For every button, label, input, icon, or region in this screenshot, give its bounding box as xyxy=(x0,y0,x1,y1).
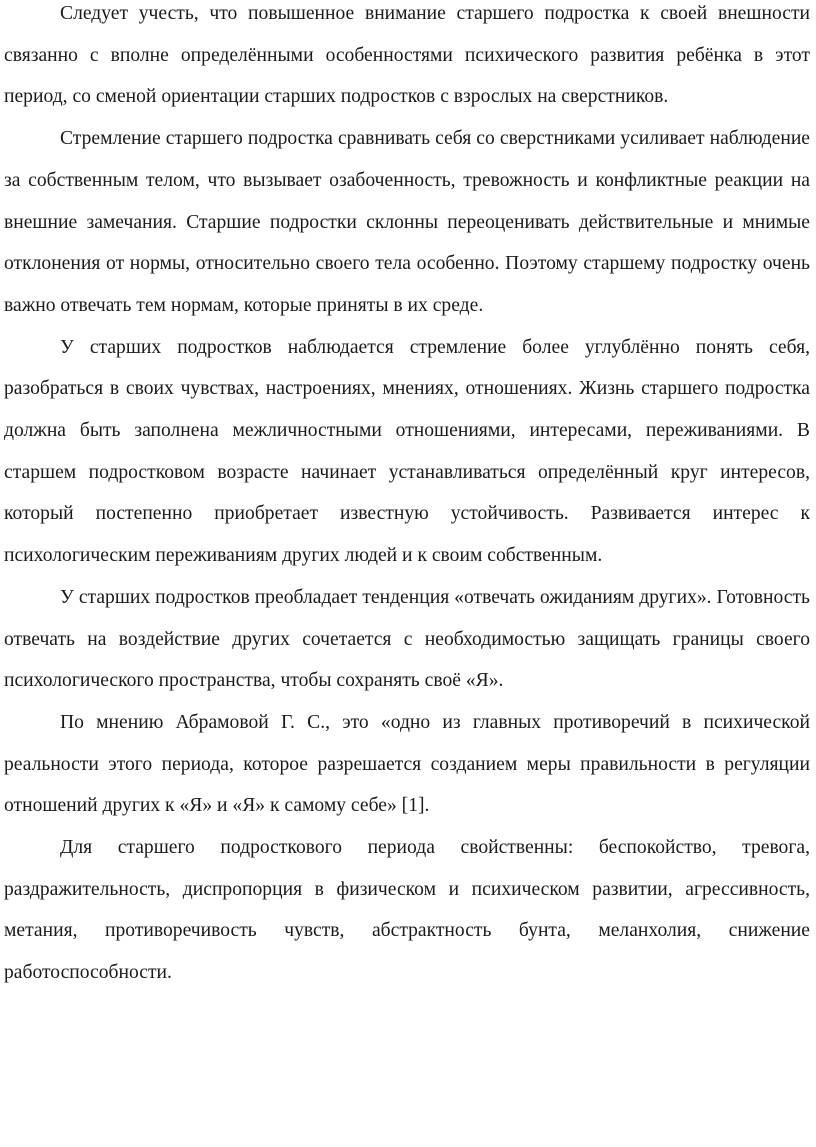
paragraph-period-traits: Для старшего подросткового периода свойственны: беспокойство, тревога, раздражительность, диспропорция в физическом и психическом развитии, агрессивность, метания, противоречивость чувств, абстрактность бунта, меланхолия, снижение работоспособности. xyxy=(4,837,810,984)
paragraph-self-understanding: У старших подростков наблюдается стремление более углублённо понять себя, разобраться в своих чувствах, настроениях, мнениях, отношениях. Жизнь старшего подростка должна быть заполнена межличностными отношениями, интересами, переживаниями. В старшем подростковом возрасте начинает устанавливаться определённый круг интересов, который постепенно приобретает известную устойчивость. Развивается интерес к психологическим переживаниям других людей и к своим собственным. xyxy=(4,336,810,567)
paragraph-peer-comparison: Стремление старшего подростка сравнивать себя со сверстниками усиливает наблюдение за собственным телом, что вызывает озабоченность, тревожность и конфликтные реакции на внешние замечания. Старшие подростки склонны переоценивать действительные и мнимые отклонения от нормы, относительно своего тела особенно. Поэтому старшему подростку очень важно отвечать тем нормам, которые приняты в их среде. xyxy=(4,128,810,316)
paragraph-abramova-quote: По мнению Абрамовой Г. С., это «одно из главных противоречий в психической реальности этого периода, которое разрешается созданием меры правильности в регуляции отношений других к «Я» и «Я» к самому себе» [1]. xyxy=(4,711,810,817)
paragraph-others-expectations: У старших подростков преобладает тенденция «отвечать ожиданиям других». Готовность отвечать на воздействие других сочетается с необходимостью защищать границы своего психологического пространства, чтобы сохранять своё «Я». xyxy=(4,586,810,692)
paragraph-appearance-attention: Следует учесть, что повышенное внимание старшего подростка к своей внешности связанно с вполне определёнными особенностями психического развития ребёнка в этот период, со сменой ориентации старших подростков с взрослых на сверстников. xyxy=(4,3,810,108)
